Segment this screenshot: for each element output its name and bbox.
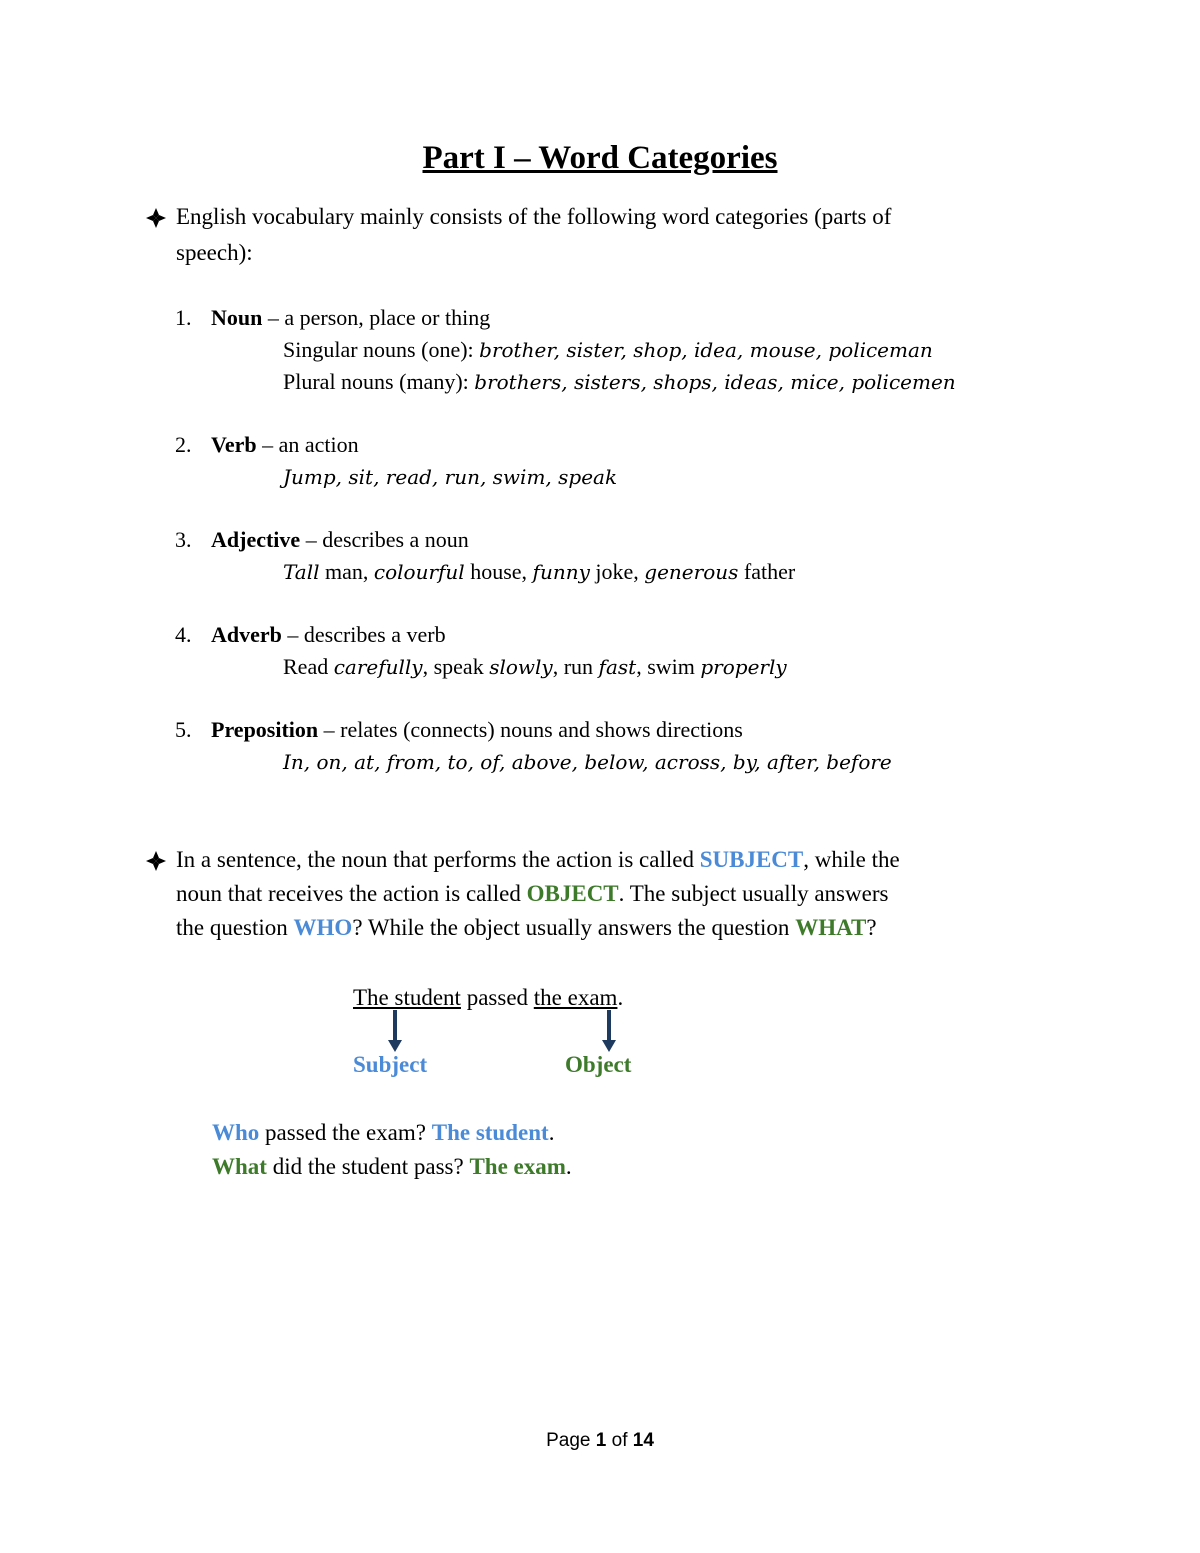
preposition-examples: In, on, at, from, to, of, above, below, across, by, after, before [283, 750, 892, 774]
subject-label: Subject [353, 1052, 428, 1077]
example-sentence: The student passed the exam. [353, 985, 624, 1010]
intro-text-continued: speech): [176, 240, 253, 265]
subject-phrase: The student [353, 985, 461, 1010]
diamond-bullet-icon [145, 207, 167, 229]
question-who: Who passed the exam? The student. [212, 1120, 555, 1145]
sentence-paragraph-line3: the question WHO? While the object usually answers the question WHAT? [176, 915, 877, 940]
object-label: Object [565, 1052, 632, 1077]
category-verb: 2. Verb – an action [175, 432, 359, 457]
intro-text: English vocabulary mainly consists of the following word categories (parts of [176, 204, 892, 229]
adjective-examples: Tall man, colourful house, funny joke, generous father [283, 559, 796, 584]
sentence-paragraph-line2: noun that receives the action is called OBJECT. The subject usually answers [176, 881, 889, 906]
noun-plural-examples: Plural nouns (many): brothers, sisters, shops, ideas, mice, policemen [283, 369, 956, 394]
sentence-paragraph-line1: In a sentence, the noun that performs the action is called SUBJECT, while the [176, 847, 900, 872]
object-phrase: the exam [533, 985, 618, 1010]
adverb-examples: Read carefully, speak slowly, run fast, swim properly [283, 654, 787, 679]
noun-singular-examples: Singular nouns (one): brother, sister, shop, idea, mouse, policeman [283, 337, 933, 362]
verb-examples: Jump, sit, read, run, swim, speak [283, 465, 618, 489]
category-noun: 1. Noun – a person, place or thing [175, 305, 491, 330]
diamond-bullet-icon [145, 850, 167, 872]
question-what: What did the student pass? The exam. [212, 1154, 572, 1179]
category-adjective: 3. Adjective – describes a noun [175, 527, 469, 552]
page-number: Page 1 of 14 [546, 1430, 654, 1451]
page-title: Part I – Word Categories [422, 140, 778, 176]
category-preposition: 5. Preposition – relates (connects) nouns and shows directions [175, 717, 743, 742]
category-adverb: 4. Adverb – describes a verb [175, 622, 446, 647]
